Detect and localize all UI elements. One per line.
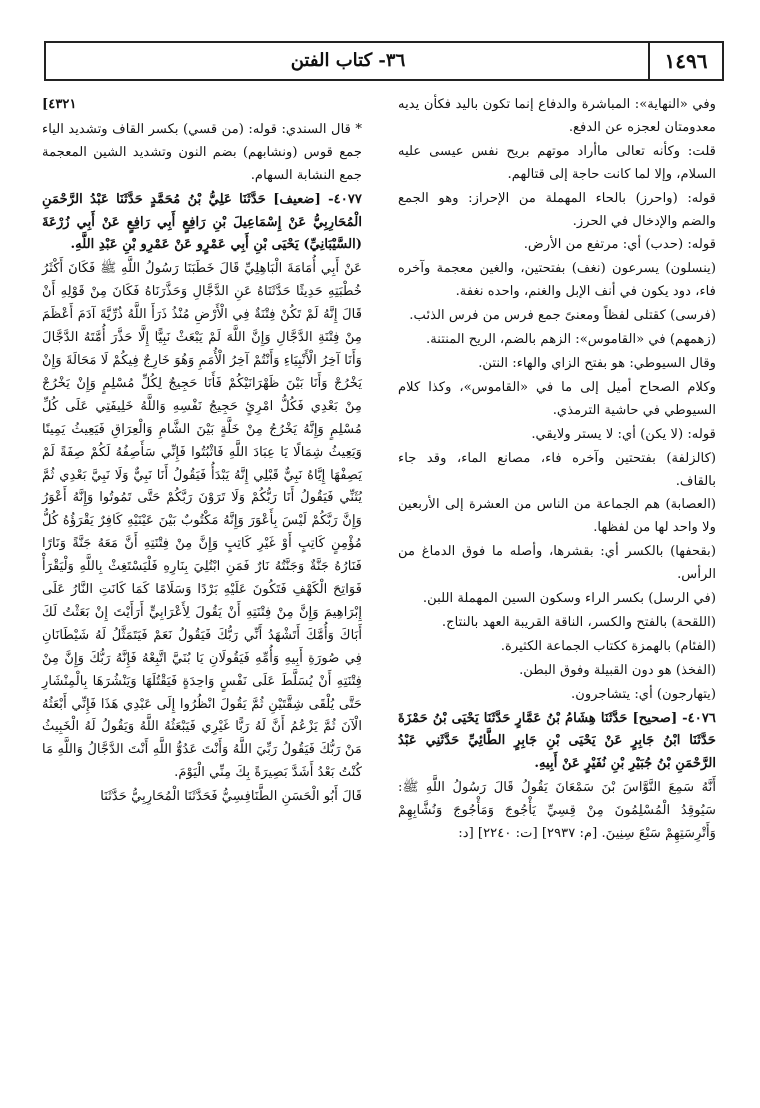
- hadith-text: أَنَّهُ سَمِعَ النَّوَّاسَ بْنَ سَمْعَانَ يَقُولُ قَالَ رَسُولُ اللَّهِ ﷺ: سَيُوقِدُ الْمُسْلِمُونَ مِنْ قِسِيِّ يَأْجُوجَ وَمَأْجُوجَ وَنُشَّابِهِمْ وَأَتْرِسَتِهِمْ سَبْعَ سِنِينَ. [م: ٢٩٣٧] [ت: ٢٢٤٠] [د:: [398, 780, 716, 842]
- paragraph: (فرسى) كقتلى لفظاً ومعنىً جمع فرس من فرس الذئب.: [409, 308, 716, 324]
- paragraph: (العصابة) هم الجماعة من الناس من العشرة إلى الأربعين ولا واحد لها من لفظها.: [398, 497, 716, 536]
- paragraph: (بقحفها) بالكسر أي: بقشرها، وأصله ما فوق الدماغ من الرأس.: [398, 544, 716, 583]
- left-column: [42, 94, 362, 810]
- paragraph: (كالزلفة) بفتحتين وآخره فاء، مصانع الماء، وقد جاء بالقاف.: [398, 450, 716, 489]
- hadith-text: عَنْ أَبِي أُمَامَةَ الْبَاهِلِيِّ قَالَ خَطَبَنَا رَسُولُ اللَّهِ ﷺ فَكَانَ أَكْثَرُ خُطْبَتِهِ حَدِيثًا حَدَّثَنَاهُ عَنِ الدَّجَّالِ وَحَذَّرَنَاهُ فَكَانَ مِنْ قَوْلِهِ أَنْ قَالَ إِنَّهُ لَمْ تَكُنْ فِتْنَةٌ فِي الْأَرْضِ مُنْذُ ذَرَأَ اللَّهُ ذُرِّيَّةَ آدَمَ أَعْظَمَ مِنْ فِتْنَةِ الدَّجَّالِ وَإِنَّ اللَّهَ لَمْ يَبْعَثْ نَبِيًّا إِلَّا حَذَّرَ أُمَّتَهُ الدَّجَّالَ وَأَنَا آخِرُ الْأَنْبِيَاءِ وَأَنْتُمْ آخِرُ الْأُمَمِ وَهُوَ خَارِجٌ فِيكُمْ لَا مَحَالَةَ وَإِنْ يَخْرُجْ وَأَنَا بَيْنَ ظَهْرَانَيْكُمْ فَأَنَا حَجِيجٌ لِكُلِّ مُسْلِمٍ وَإِنْ يَخْرُجْ مِنْ بَعْدِي فَكُلُّ امْرِئٍ حَجِيجُ نَفْسِهِ وَاللَّهُ خَلِيفَتِي عَلَى كُلِّ مُسْلِمٍ وَإِنَّهُ يَخْرُجُ مِنْ خَلَّةٍ بَيْنَ الشَّامِ وَالْعِرَاقِ فَيَعِيثُ يَمِينًا وَيَعِيثُ شِمَالًا يَا عِبَادَ اللَّهِ فَاثْبُتُوا فَإِنِّي سَأَصِفُهُ لَكُمْ صِفَةً لَمْ يَصِفْهَا إِيَّاهُ نَبِيٌّ قَبْلِي إِنَّهُ يَبْدَأُ فَيَقُولُ أَنَا نَبِيٌّ وَلَا نَبِيَّ بَعْدِي ثُمَّ يُثَنِّي فَيَقُولُ أَنَا رَبُّكُمْ وَلَا تَرَوْنَ رَبَّكُمْ حَتَّى تَمُوتُوا وَإِنَّهُ أَعْوَرُ وَإِنَّ رَبَّكُمْ لَيْسَ بِأَعْوَرَ وَإِنَّهُ مَكْتُوبٌ بَيْنَ عَيْنَيْهِ كَافِرٌ يَقْرَؤُهُ كُلُّ مُؤْمِنٍ كَاتِبٍ أَوْ غَيْرِ كَاتِبٍ وَإِنَّ مِنْ فِتْنَتِهِ أَنَّ مَعَهُ جَنَّةً وَنَارًا فَنَارُهُ جَنَّةٌ وَجَنَّتُهُ نَارٌ فَمَنِ ابْتُلِيَ بِنَارِهِ فَلْيَسْتَغِثْ بِاللَّهِ وَلْيَقْرَأْ فَوَاتِحَ الْكَهْفِ فَتَكُونَ عَلَيْهِ بَرْدًا وَسَلَامًا كَمَا كَانَتِ النَّارُ عَلَى إِبْرَاهِيمَ وَإِنَّ مِنْ فِتْنَتِهِ أَنْ يَقُولَ لِأَعْرَابِيٍّ أَرَأَيْتَ إِنْ بَعَثْتُ لَكَ أَبَاكَ وَأُمَّكَ أَتَشْهَدُ أَنِّي رَبُّكَ فَيَقُولُ نَعَمْ فَيَتَمَثَّلُ لَهُ شَيْطَانَانِ فِي صُورَةِ أَبِيهِ وَأُمِّهِ فَيَقُولَانِ يَا بُنَيَّ اتَّبِعْهُ فَإِنَّهُ رَبُّكَ وَإِنَّ مِنْ فِتْنَتِهِ أَنْ يُسَلَّطَ عَلَى نَفْسٍ وَاحِدَةٍ فَيَقْتُلَهَا وَيَنْشُرَهَا بِالْمِنْشَارِ حَتَّى يُلْقَى شِقَّتَيْنِ ثُمَّ يَقُولَ انْظُرُوا إِلَى عَبْدِي هَذَا فَإِنِّي أَبْعَثُهُ الْآنَ ثُمَّ يَزْعُمُ أَنَّ لَهُ رَبًّا غَيْرِي فَيَبْعَثُهُ اللَّهُ وَيَقُولُ لَهُ الْخَبِيثُ مَنْ رَبُّكَ فَيَقُولُ رَبِّيَ اللَّهُ وَأَنْتَ عَدُوُّ اللَّهِ أَنْتَ الدَّجَّالُ وَاللَّهِ مَا كُنْتُ بَعْدُ أَشَدَّ بَصِيرَةً بِكَ مِنِّي الْيَوْمَ.: [42, 261, 362, 781]
- hadith-isnad: ٤٠٧٧- [ضعيف] حَدَّثَنَا عَلِيُّ بْنُ مُحَمَّدٍ حَدَّثَنَا عَبْدُ الرَّحْمَنِ الْمُحَارِبِيُّ عَنْ إِسْمَاعِيلَ بْنِ رَافِعٍ أَبِي رَافِعٍ عَنْ أَبِي زُرْعَةَ (السَّيْبَانِيِّ) يَحْيَى بْنِ أَبِي عَمْرٍو عَنْ عَمْرِو بْنِ عَبْدِ اللَّهِ.: [42, 191, 362, 253]
- paragraph: وفي «النهاية»: المباشرة والدفاع إنما تكون باليد فكأن يديه معدومتان لعجزه عن الدفع.: [398, 97, 716, 135]
- paragraph: (زهمهم) في «القاموس»: الزهم بالضم، الريح المنتنة.: [426, 332, 716, 348]
- page-number: ١٤٩٦: [648, 43, 722, 79]
- paragraph: وقال السيوطي: هو بفتح الزاي والهاء: النتن.: [478, 355, 716, 371]
- paragraph: (ينسلون) يسرعون (نغف) بفتحتين، والغين معجمة وآخره فاء، دود يكون في أنف الإبل والغنم، واحده نغفة.: [398, 261, 716, 300]
- chapter-title: ٣٦- كتاب الفتن: [290, 50, 406, 71]
- paragraph: وكلام الصحاح أميل إلى ما في «القاموس»، وكذا كلام السيوطي في حاشية الترمذي.: [398, 379, 716, 418]
- hadith-isnad: ٤٠٧٦- [صحيح] حَدَّثَنَا هِشَامُ بْنُ عَمَّارٍ حَدَّثَنَا يَحْيَى بْنُ حَمْزَةَ حَدَّثَنَا ابْنُ جَابِرٍ عَنْ يَحْيَى بْنِ جَابِرٍ الطَّائِيِّ حَدَّثَنِي عَبْدُ الرَّحْمَنِ بْنُ جُبَيْرِ بْنِ نُفَيْرٍ عَنْ أَبِيهِ.: [398, 710, 716, 772]
- page-header: [44, 41, 724, 81]
- paragraph: قوله: (واحرز) بالحاء المهملة من الإحراز: وهو الجمع والضم والإدخال في الحرز.: [398, 190, 716, 229]
- commentary: * قال السندي: قوله: (من قسي) بكسر القاف وتشديد الياء جمع قوس (ونشابهم) بضم النون وتشديد الشين المعجمة جمع النشابة السهام.: [42, 121, 362, 183]
- paragraph: (في الرسل) بكسر الراء وسكون السين المهملة اللبن.: [422, 591, 716, 607]
- paragraph: (الفئام) بالهمزة ككتاب الجماعة الكثيرة.: [500, 638, 716, 654]
- paragraph: قوله: (لا يكن) أي: لا يستر ولايقي.: [531, 426, 716, 442]
- right-column: [398, 94, 716, 847]
- reference-continuation: ٤٣٢١]: [42, 97, 77, 112]
- paragraph: (اللقحة) بالفتح والكسر، الناقة القريبة العهد بالنتاج.: [441, 614, 716, 630]
- paragraph: قلت: وكأنه تعالى ماأراد موتهم بريح نفس عيسى عليه السلام، وإلا لما كانت حاجة إلى قتالهم.: [398, 143, 716, 182]
- paragraph: (الفخذ) هو دون القبيلة وفوق البطن.: [519, 662, 716, 678]
- closing-line: قَالَ أَبُو الْحَسَنِ الطَّنَافِسِيُّ فَحَدَّثَنَا الْمُحَارِبِيُّ حَدَّثَنَا: [100, 789, 362, 805]
- paragraph: (يتهارجون) أي: يتشاجرون.: [571, 686, 716, 702]
- paragraph: قوله: (حدب) أي: مرتفع من الأرض.: [523, 237, 716, 253]
